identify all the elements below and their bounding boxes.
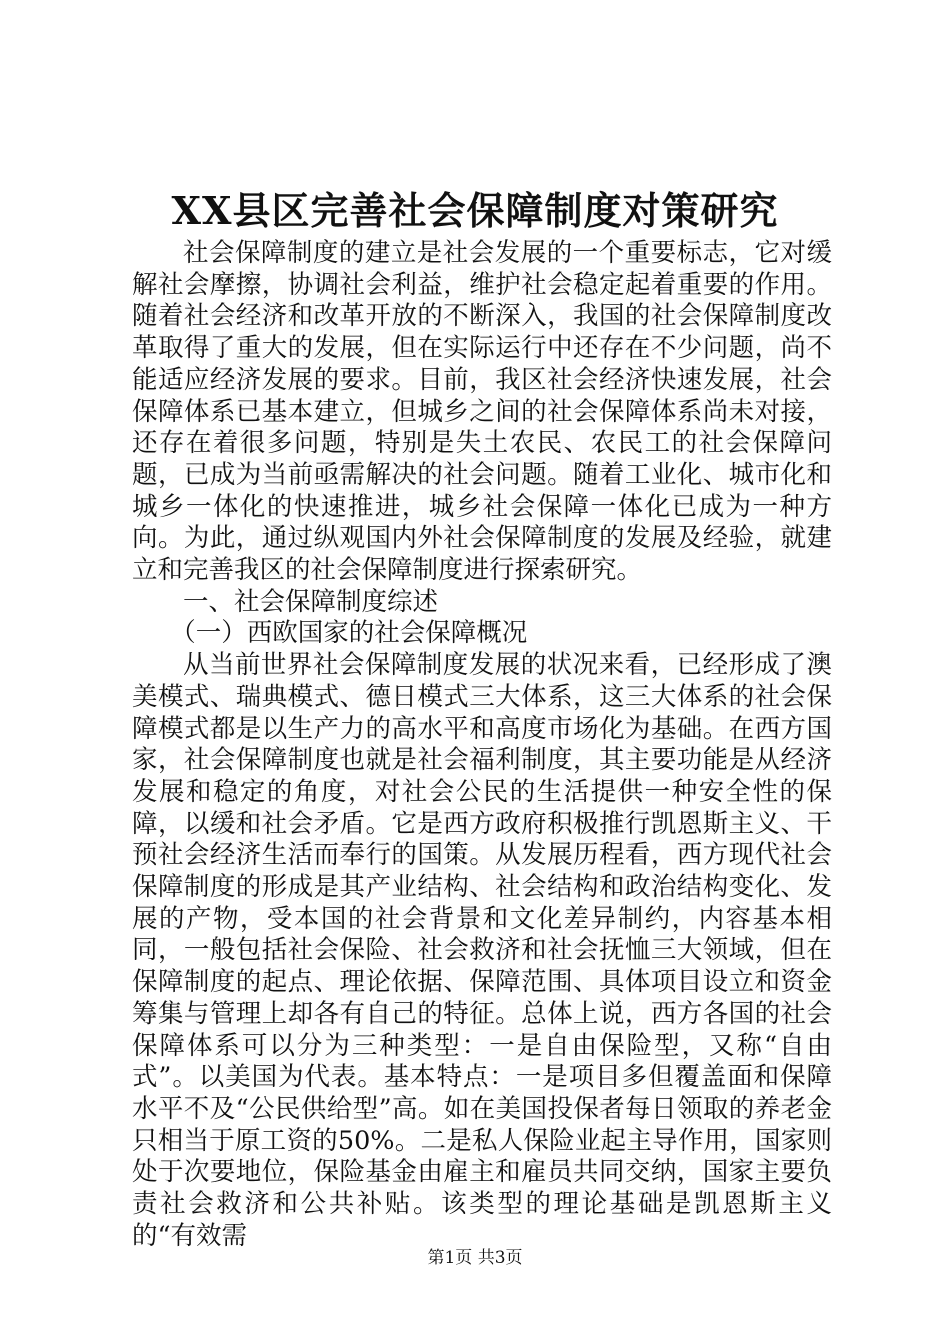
document-title: XX县区完善社会保障制度对策研究 [171,188,779,233]
paragraph-body: 从当前世界社会保障制度发展的状况来看，已经形成了澳美模式、瑞典模式、德日模式三大体系，这三大体系的社会保障模式都是以生产力的高水平和高度市场化为基础。在西方国家，社会保障制度也就是社会福利制度，其主要功能是从经济发展和稳定的角度，对社会公民的生活提供一种安全性的保障，以缓和社会矛盾。它是西方政府积极推行凯恩斯主义、干预社会经济生活而奉行的国策。从发展历程看，西方现代社会保障制度的形成是其产业结构、社会结构和政治结构变化、发展的产物，受本国的社会背景和文化差异制约，内容基本相同，一般包括社会保险、社会救济和社会抚恤三大领域，但在保障制度的起点、理论依据、保障范围、具体项目设立和资金筹集与管理上却各有自己的特征。总体上说，西方各国的社会保障体系可以分为三种类型：一是自由保险型，又称“自由式”。以美国为代表。基本特点：一是项目多但覆盖面和保障水平不及“公民供给型”高。如在美国投保者每日领取的养老金只相当于原工资的50%。二是私人保险业起主导作用，国家则处于次要地位，保险基金由雇主和雇员共同交纳，国家主要负责社会救济和公共补贴。该类型的理论基础是凯恩斯主义的“有效需 [132,650,832,1251]
document-body [132,238,832,1253]
section-heading: 一、社会保障制度综述 [183,586,439,617]
paragraph-intro: 社会保障制度的建立是社会发展的一个重要标志，它对缓解社会摩擦，协调社会利益，维护社会稳定起着重要的作用。随着社会经济和改革开放的不断深入，我国的社会保障制度改革取得了重大的发展，但在实际运行中还存在不少问题，尚不能适应经济发展的要求。目前，我区社会经济快速发展，社会保障体系已基本建立，但城乡之间的社会保障体系尚未对接，还存在着很多问题，特别是失土农民、农民工的社会保障问题，已成为当前亟需解决的社会问题。随着工业化、城市化和城乡一体化的快速推进，城乡社会保障一体化已成为一种方向。为此，通过纵观国内外社会保障制度的发展及经验，就建立和完善我区的社会保障制度进行探索研究。 [132,238,832,586]
subsection-heading: （一）西欧国家的社会保障概况 [170,618,528,649]
page-footer: 第1页 共3页 [427,1248,523,1268]
